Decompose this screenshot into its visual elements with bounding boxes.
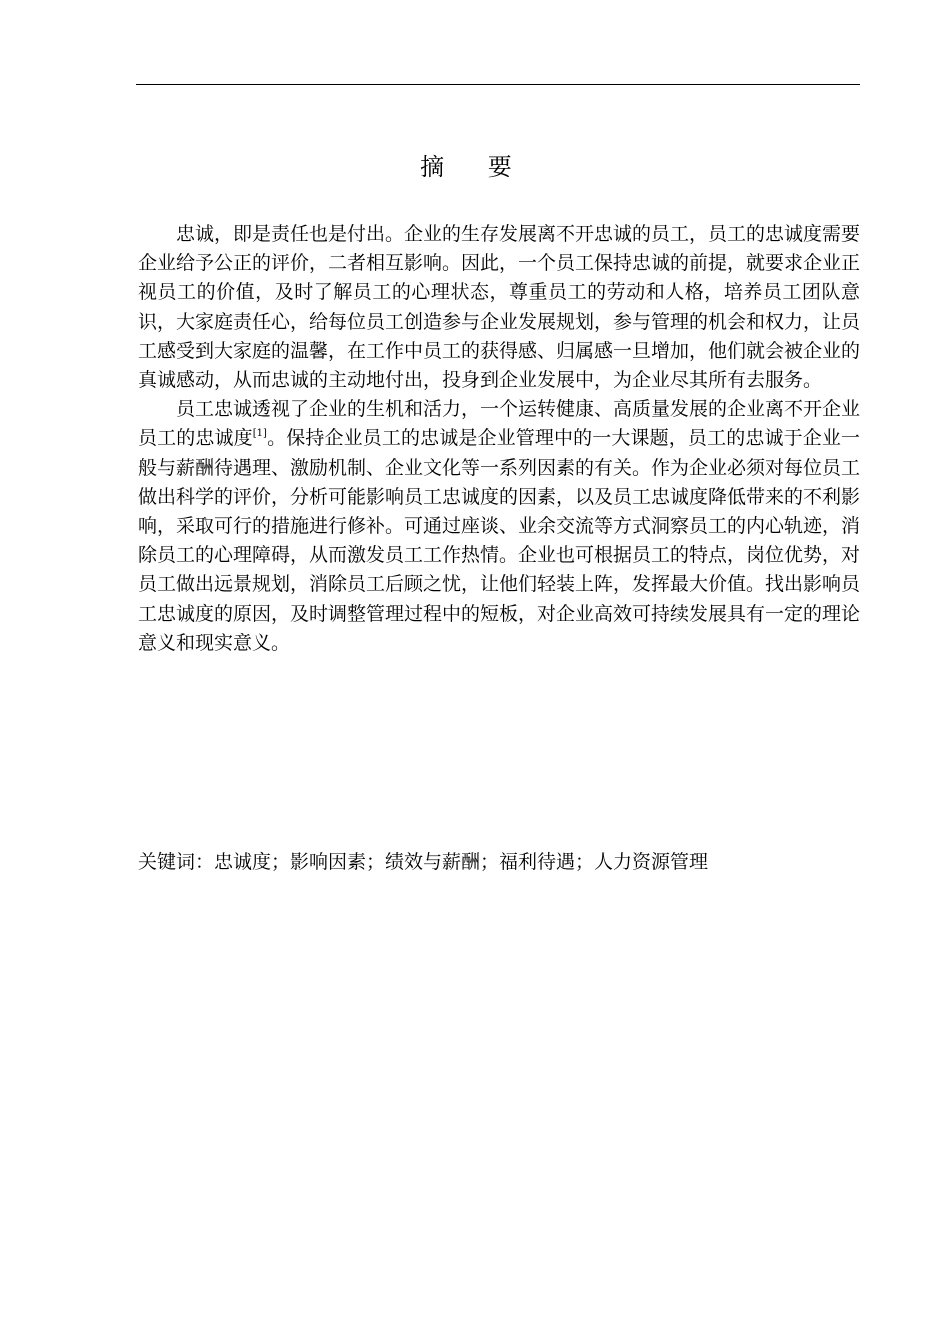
abstract-body [138, 220, 860, 658]
keywords-value: 忠诚度；影响因素；绩效与薪酬；福利待遇；人力资源管理 [214, 851, 709, 873]
keywords-line [138, 848, 860, 877]
citation-reference: [1] [252, 428, 267, 440]
abstract-paragraph-2 [138, 395, 860, 658]
keywords-label: 关键词： [138, 851, 215, 873]
paragraph-2-text-after-citation: 。保持企业员工的忠诚是企业管理中的一大课题，员工的忠诚于企业一般与薪酬待遇理、激励机制、企业文化等一系列因素的有关。作为企业必须对每位员工做出科学的评价，分析可能影响员工忠诚度的因素，以及员工忠诚度降低带来的不利影响，采取可行的措施进行修补。可通过座谈、业余交流等方式洞察员工的内心轨迹，消除员工的心理障碍，从而激发员工工作热情。企业也可根据员工的特点，岗位优势，对员工做出远景规划，消除员工后顾之忧，让他们轻装上阵，发挥最大价值。找出影响员工忠诚度的原因，及时调整管理过程中的短板，对企业高效可持续发展具有一定的理论意义和现实意义。 [138, 427, 861, 654]
paragraph-2-text-before-citation: 员工忠诚透视了企业的生机和活力，一个运转健康、高质量发展的企业离不开企业员工的忠诚度 [138, 398, 861, 450]
header-rule [136, 84, 860, 85]
page-title: 摘 要 [420, 153, 530, 181]
abstract-paragraph-1: 忠诚，即是责任也是付出。企业的生存发展离不开忠诚的员工，员工的忠诚度需要企业给予公正的评价，二者相互影响。因此，一个员工保持忠诚的前提，就要求企业正视员工的价值，及时了解员工的心理状态，尊重员工的劳动和人格，培养员工团队意识，大家庭责任心，给每位员工创造参与企业发展规划，参与管理的机会和权力，让员工感受到大家庭的温馨，在工作中员工的获得感、归属感一旦增加，他们就会被企业的真诚感动，从而忠诚的主动地付出，投身到企业发展中，为企业尽其所有去服务。 [138, 223, 861, 392]
